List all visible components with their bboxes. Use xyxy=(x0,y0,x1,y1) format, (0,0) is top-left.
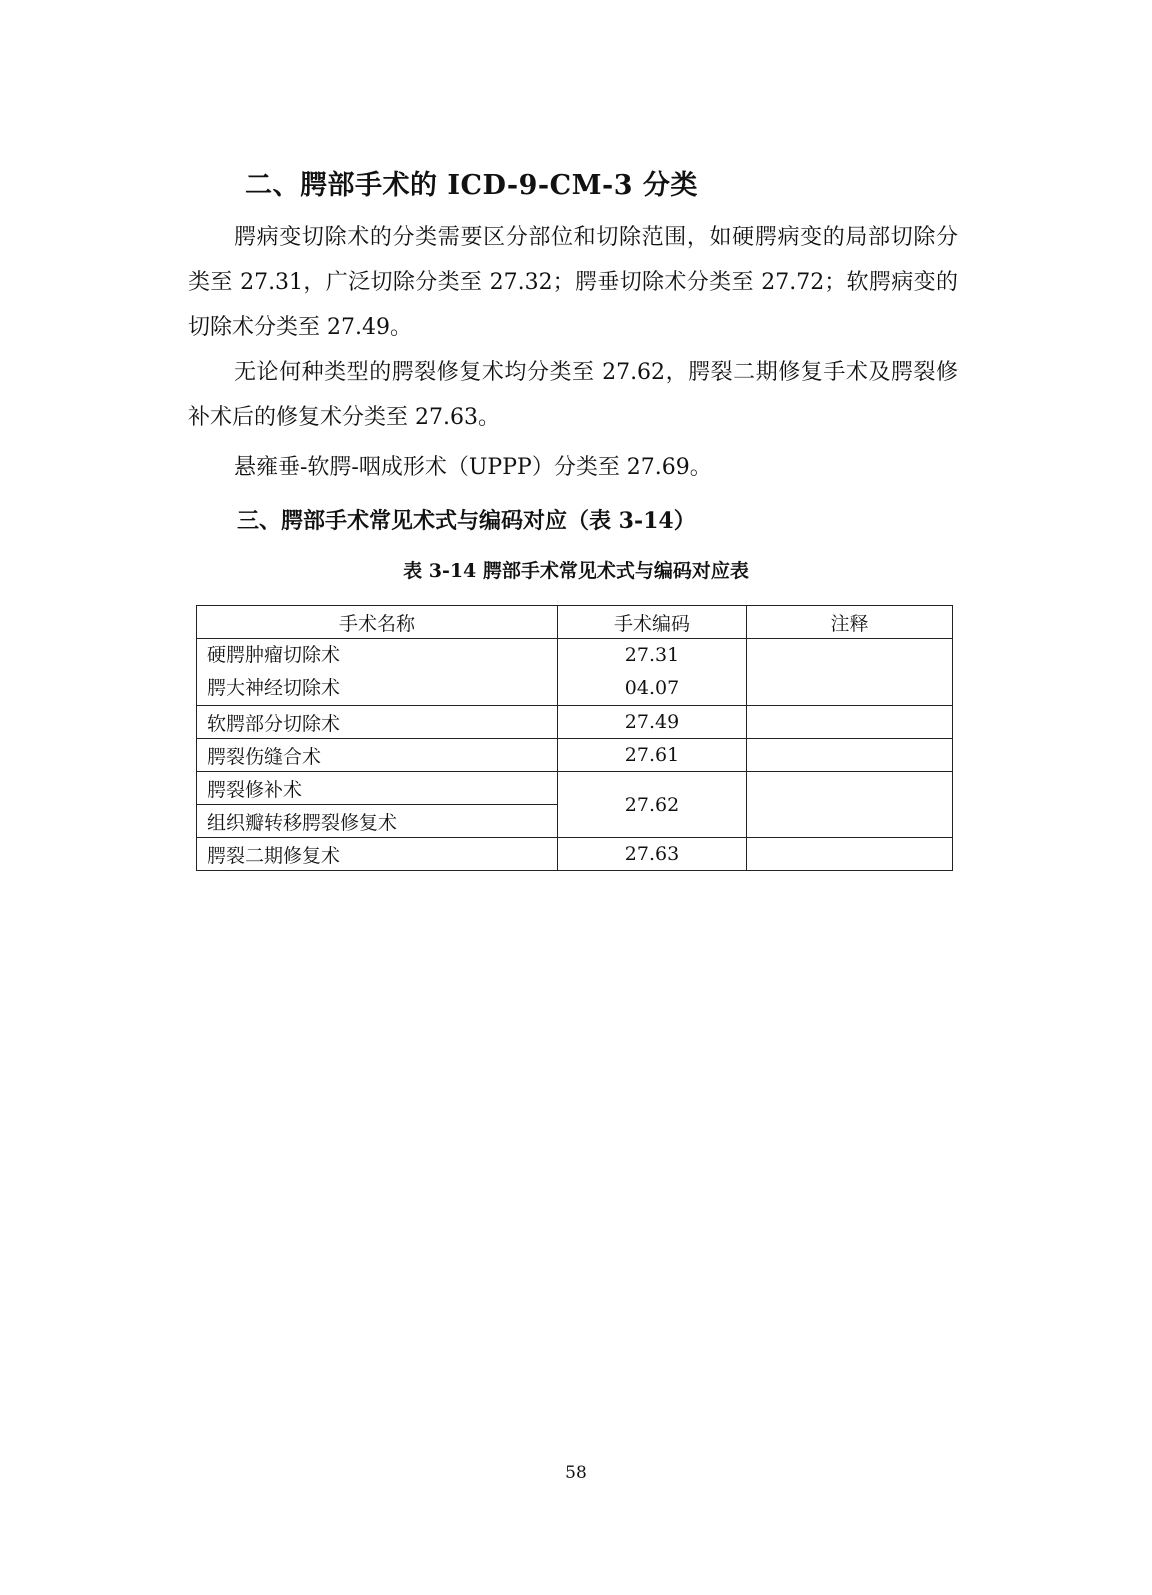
procedure-code: 27.63 xyxy=(558,838,747,871)
note-cell xyxy=(747,639,953,706)
procedure-name: 腭大神经切除术 xyxy=(207,677,341,699)
procedure-code: 04.07 xyxy=(624,677,680,699)
procedure-code-cell xyxy=(558,639,747,706)
procedure-name: 组织瓣转移腭裂修复术 xyxy=(197,805,558,838)
section-heading-code-mapping: 三、腭部手术常见术式与编码对应（表 3-14） xyxy=(237,508,696,534)
procedure-name: 腭裂二期修复术 xyxy=(197,838,558,871)
header-procedure-code: 手术编码 xyxy=(558,606,747,639)
paragraph-uppp-classification: 悬雍垂-软腭-咽成形术（UPPP）分类至 27.69。 xyxy=(234,455,712,480)
procedure-name: 软腭部分切除术 xyxy=(197,706,558,739)
header-procedure-name: 手术名称 xyxy=(197,606,558,639)
procedure-name: 腭裂伤缝合术 xyxy=(197,739,558,772)
procedure-code: 27.61 xyxy=(558,739,747,772)
table-row xyxy=(197,838,953,871)
table-row xyxy=(197,706,953,739)
procedure-name: 腭裂修补术 xyxy=(197,772,558,805)
note-cell xyxy=(747,739,953,772)
page-number: 58 xyxy=(565,1463,587,1483)
note-cell xyxy=(747,706,953,739)
header-notes: 注释 xyxy=(747,606,953,639)
table-header-row xyxy=(197,606,953,639)
section-heading-icd-classification: 二、腭部手术的 ICD-9-CM-3 分类 xyxy=(245,170,698,201)
table-row xyxy=(197,639,953,706)
procedure-code: 27.49 xyxy=(558,706,747,739)
procedure-code: 27.62 xyxy=(558,772,747,838)
procedure-code-table xyxy=(196,605,953,871)
procedure-code: 27.31 xyxy=(624,644,680,666)
table-row xyxy=(197,739,953,772)
paragraph-excision-classification: 腭病变切除术的分类需要区分部位和切除范围，如硬腭病变的局部切除分类至 27.31，广泛切除分类至 27.32；腭垂切除术分类至 27.72；软腭病变的切除术分类至 27.49。 xyxy=(188,225,958,340)
note-cell xyxy=(747,772,953,838)
paragraph-cleft-repair-classification: 无论何种类型的腭裂修复术均分类至 27.62，腭裂二期修复手术及腭裂修补术后的修复术分类至 27.63。 xyxy=(188,360,958,430)
table-row xyxy=(197,772,953,805)
table-caption: 表 3-14 腭部手术常见术式与编码对应表 xyxy=(403,560,749,582)
note-cell xyxy=(747,838,953,871)
procedure-name: 硬腭肿瘤切除术 xyxy=(207,644,341,666)
procedure-name-cell xyxy=(197,639,558,706)
